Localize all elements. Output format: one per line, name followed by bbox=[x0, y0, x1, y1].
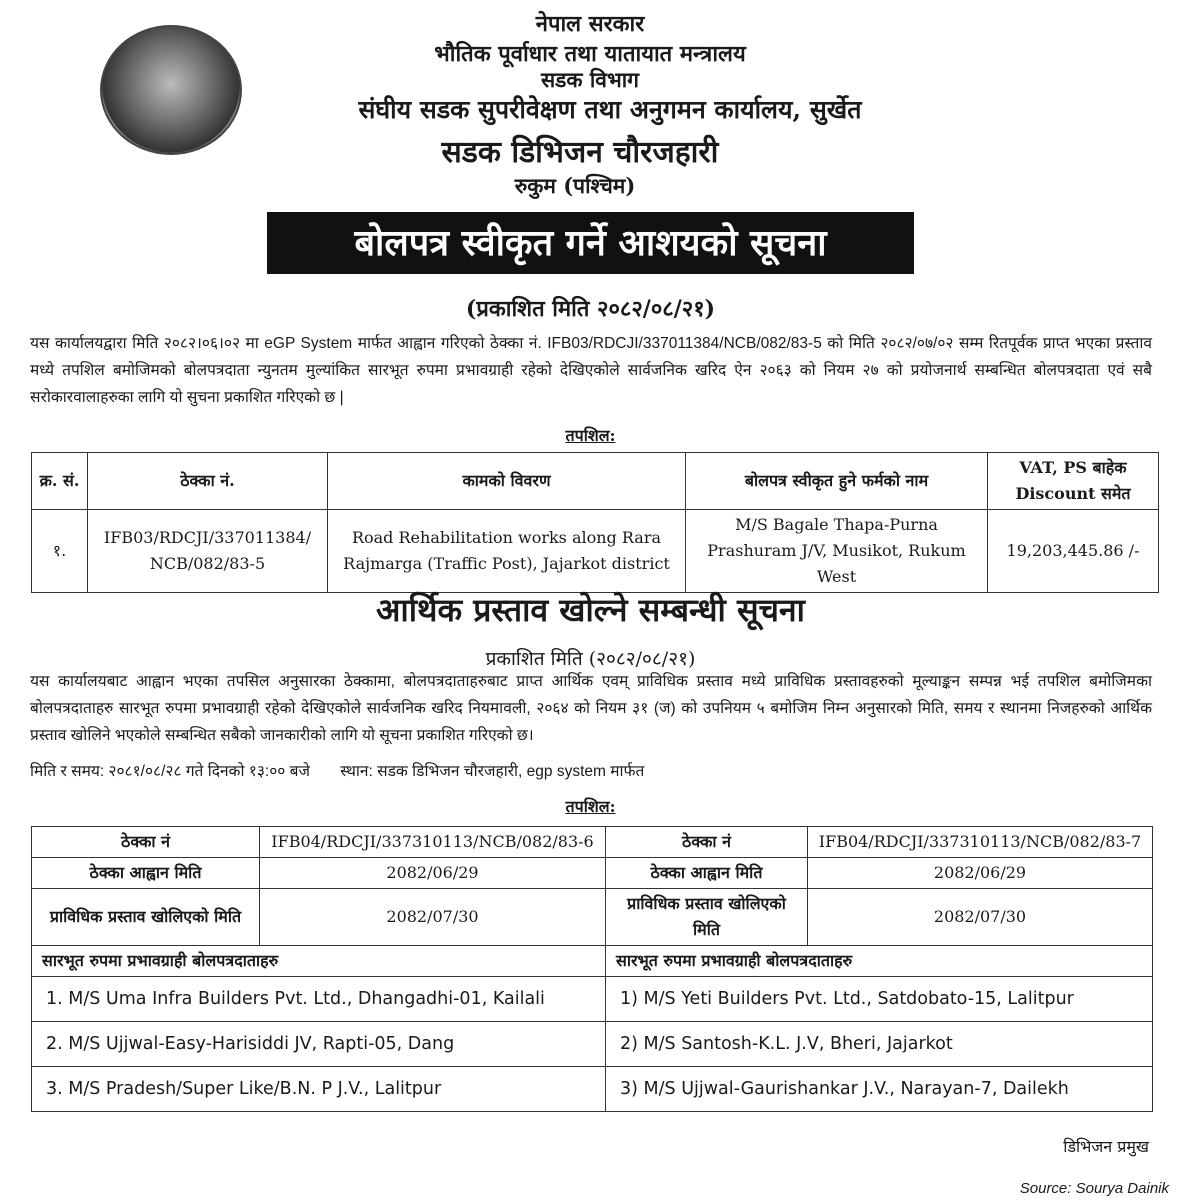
left-bidder: 2. M/S Ujjwal-Easy-Harisiddi JV, Rapti-05, Dang bbox=[32, 1022, 606, 1067]
notice2-table bbox=[31, 826, 1153, 1112]
cell-amount: 19,203,445.86 /- bbox=[988, 510, 1159, 593]
header-division: सडक डिभिजन चौरजहारी bbox=[441, 135, 719, 170]
header-district: रुकुम (पश्चिम) bbox=[514, 173, 636, 198]
cell-firm: M/S Bagale Thapa-Purna Prashuram J/V, Musikot, Rukum West bbox=[686, 510, 988, 593]
table-row bbox=[32, 858, 1153, 889]
nepal-government-emblem bbox=[100, 25, 242, 155]
right-bidder: 2) M/S Santosh-K.L. J.V, Bheri, Jajarkot bbox=[606, 1022, 1153, 1067]
notice2-published: प्रकाशित मिति (२०८२/०८/२१) bbox=[485, 648, 696, 670]
label-tech: प्राविधिक प्रस्ताव खोलिएको मिति bbox=[32, 889, 260, 946]
left-bidder: 1. M/S Uma Infra Builders Pvt. Ltd., Dhangadhi-01, Kailali bbox=[32, 977, 606, 1022]
col-description: कामको विवरण bbox=[328, 453, 686, 510]
header-department: सडक विभाग bbox=[540, 67, 639, 92]
label-contract: ठेक्का नं bbox=[606, 827, 808, 858]
table-row bbox=[32, 510, 1159, 593]
header-office: संघीय सडक सुपरीवेक्षण तथा अनुगमन कार्यालय, सुर्खेत bbox=[358, 95, 862, 124]
label-bidders: सारभूत रुपमा प्रभावग्राही बोलपत्रदाताहरु bbox=[606, 946, 1153, 977]
notice1-body: यस कार्यालयद्वारा मिति २०८२।०६।०२ मा eGP System मार्फत आह्वान गरिएको ठेक्का नं. IFB03/RDCJI/337011384/NCB/082/83-5 को मिति २०८२/०७/०२ सम्म रितपूर्वक प्राप्त भएका प्रस्ताव मध्ये तपशिल बमोजिमको बोलपत्रदाता न्युनतम मुल्यांकित सारभूत रुपमा प्रभावग्राही रहेको देखिएकोले सार्वजनिक खरिद ऐन २०६३ को नियम २७ को प्रयोजनार्थ सम्बन्धित बोलपत्रदाता एवं सबै सरोकारवालाहरुका लागि यो सुचना प्रकाशित गरिएको छ | bbox=[30, 335, 1152, 406]
left-invite: 2082/06/29 bbox=[260, 858, 606, 889]
left-contract: IFB04/RDCJI/337310113/NCB/082/83-6 bbox=[260, 827, 606, 858]
label-invite: ठेक्का आह्वान मिति bbox=[32, 858, 260, 889]
label-bidders: सारभूत रुपमा प्रभावग्राही बोलपत्रदाताहरु bbox=[32, 946, 606, 977]
signature: डिभिजन प्रमुख bbox=[1063, 1137, 1149, 1156]
table-row bbox=[32, 1067, 1153, 1112]
notice2-datetime-place bbox=[30, 758, 1152, 785]
notice2-schedule-label: तपशिल: bbox=[565, 797, 616, 816]
right-invite: 2082/06/29 bbox=[808, 858, 1153, 889]
right-tech: 2082/07/30 bbox=[808, 889, 1153, 946]
right-bidder: 3) M/S Ujjwal-Gaurishankar J.V., Narayan-7, Dailekh bbox=[606, 1067, 1153, 1112]
cell-contract: IFB03/RDCJI/337011384/ NCB/082/83-5 bbox=[88, 510, 328, 593]
table-header-row bbox=[32, 453, 1159, 510]
header-ministry: भौतिक पूर्वाधार तथा यातायात मन्त्रालय bbox=[434, 41, 746, 67]
right-contract: IFB04/RDCJI/337310113/NCB/082/83-7 bbox=[808, 827, 1153, 858]
notice1-title: बोलपत्र स्वीकृत गर्ने आशयको सूचना bbox=[267, 212, 914, 274]
source-credit: Source: Sourya Dainik bbox=[1019, 1180, 1169, 1197]
notice2-title: आर्थिक प्रस्ताव खोल्ने सम्बन्धी सूचना bbox=[376, 591, 805, 629]
table-row bbox=[32, 889, 1153, 946]
notice2-body: यस कार्यालयबाट आह्वान भएका तपसिल अनुसारका ठेक्कामा, बोलपत्रदाताहरुबाट प्राप्त आर्थिक एवम् प्राविधिक प्रस्ताव मध्ये प्राविधिक प्रस्तावहरुको मूल्याङ्कन सम्पन्न भई तपशिल बमोजिमका बोलपत्रदाताहरु सारभूत रुपमा प्रभावग्राही रहेको देखिएकोले सार्वजनिक खरिद नियमावली, २०६४ को नियम ३१ (ज) को उपनियम ५ बमोजिम निम्न अनुसारको मिति, समय र स्थानमा निजहरुको आर्थिक प्रस्ताव खोलिने भएकोले सम्बन्धित सबैको जानकारीको लागि यो सूचना प्रकाशित गरिएको छ। bbox=[30, 673, 1152, 744]
cell-description: Road Rehabilitation works along Rara Rajmarga (Traffic Post), Jajarkot district bbox=[328, 510, 686, 593]
cell-sn: १. bbox=[32, 510, 88, 593]
notice1-published: (प्रकाशित मिति २०८२/०८/२१) bbox=[465, 296, 716, 322]
col-firm: बोलपत्र स्वीकृत हुने फर्मको नाम bbox=[686, 453, 988, 510]
right-bidder: 1) M/S Yeti Builders Pvt. Ltd., Satdobato-15, Lalitpur bbox=[606, 977, 1153, 1022]
label-contract: ठेक्का नं bbox=[32, 827, 260, 858]
notice2-place: स्थान: सडक डिभिजन चौरजहारी, egp system मार्फत bbox=[340, 763, 645, 780]
table-row bbox=[32, 946, 1153, 977]
label-tech: प्राविधिक प्रस्ताव खोलिएको मिति bbox=[606, 889, 808, 946]
header-line1: नेपाल सरकार bbox=[535, 11, 645, 37]
table-row bbox=[32, 827, 1153, 858]
label-invite: ठेक्का आह्वान मिति bbox=[606, 858, 808, 889]
left-tech: 2082/07/30 bbox=[260, 889, 606, 946]
notice1-table bbox=[31, 452, 1159, 593]
left-bidder: 3. M/S Pradesh/Super Like/B.N. P J.V., Lalitpur bbox=[32, 1067, 606, 1112]
table-row bbox=[32, 977, 1153, 1022]
notice2-datetime: मिति र समय: २०८१/०८/२८ गते दिनको १३:०० बजे bbox=[30, 763, 310, 780]
col-contract: ठेक्का नं. bbox=[88, 453, 328, 510]
table-row bbox=[32, 1022, 1153, 1067]
col-sn: क्र. सं. bbox=[32, 453, 88, 510]
notice1-schedule-label: तपशिल: bbox=[565, 426, 616, 445]
col-amount: VAT, PS बाहेक Discount समेत bbox=[988, 453, 1159, 510]
